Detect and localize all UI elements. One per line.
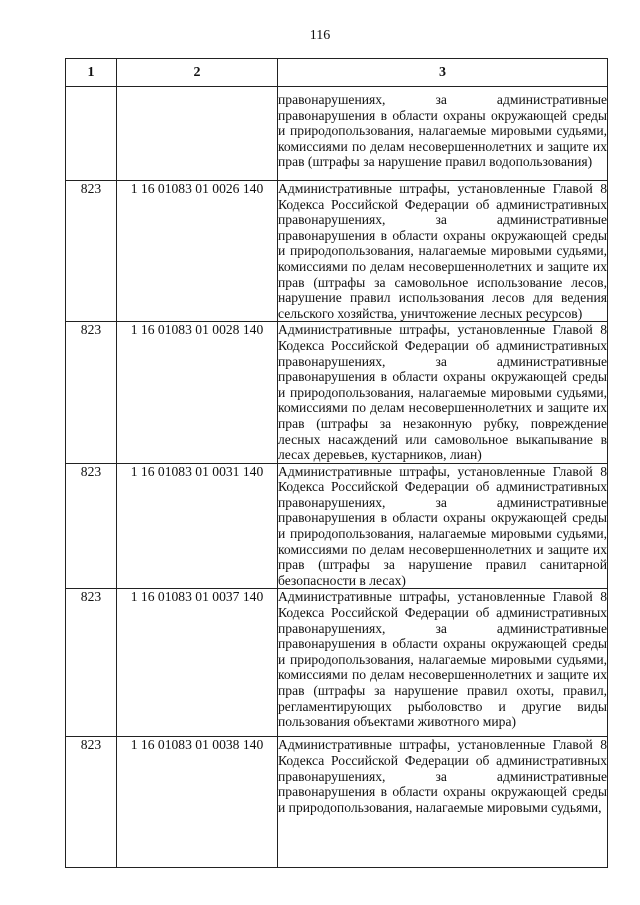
row-number-cell: 823 bbox=[66, 322, 117, 463]
row-number-cell: 823 bbox=[66, 463, 117, 589]
budget-code-cell bbox=[117, 87, 278, 181]
column-header-3: 3 bbox=[278, 59, 608, 87]
budget-code-cell: 1 16 01083 01 0037 140 bbox=[117, 589, 278, 737]
description-cell: Административные штрафы, установленные Главой 8 Кодекса Российской Федерации об административных правонарушениях, за административные правонарушения в области охраны окружающей среды и природопользования, налагаемые мировыми судьями, комиссиями по делам несовершеннолетних и защите их прав (штрафы за самовольное использование лесов, нарушение правил использования лесов для ведения сельского хозяйства, уничтожение лесных ресурсов) bbox=[278, 181, 607, 321]
budget-code-cell: 1 16 01083 01 0031 140 bbox=[117, 463, 278, 589]
table-row bbox=[66, 589, 608, 737]
budget-codes-table bbox=[65, 58, 608, 868]
table-row bbox=[66, 181, 608, 322]
description-cell: Административные штрафы, установленные Главой 8 Кодекса Российской Федерации об административных правонарушениях, за административные правонарушения в области охраны окружающей среды и природопользования, налагаемые мировыми судьями, bbox=[278, 737, 608, 868]
table-row bbox=[66, 87, 608, 181]
row-number-cell bbox=[66, 87, 117, 181]
table-row bbox=[66, 737, 608, 868]
table-header-row bbox=[66, 59, 608, 87]
budget-code-cell: 1 16 01083 01 0028 140 bbox=[117, 322, 278, 463]
row-number-cell: 823 bbox=[66, 589, 117, 737]
description-cell: правонарушениях, за административные правонарушения в области охраны окружающей среды и природопользования, налагаемые мировыми судьями, комиссиями по делам несовершеннолетних и защите их прав (штрафы за нарушение правил водопользования) bbox=[278, 87, 608, 181]
description-cell: Административные штрафы, установленные Главой 8 Кодекса Российской Федерации об административных правонарушениях, за административные правонарушения в области охраны окружающей среды и природопользования, налагаемые мировыми судьями, комиссиями по делам несовершеннолетних и защите их прав (штрафы за незаконную рубку, повреждение лесных насаждений или самовольное выкапывание в лесах деревьев, кустарников, лиан) bbox=[278, 322, 607, 463]
description-cell: Административные штрафы, установленные Главой 8 Кодекса Российской Федерации об административных правонарушениях, за административные правонарушения в области охраны окружающей среды и природопользования, налагаемые мировыми судьями, комиссиями по делам несовершеннолетних и защите их прав (штрафы за нарушение правил охоты, правил, регламентирующих рыболовство и другие виды пользования объектами животного мира) bbox=[278, 589, 608, 737]
row-number-cell: 823 bbox=[66, 737, 117, 868]
budget-code-cell: 1 16 01083 01 0038 140 bbox=[117, 737, 278, 868]
table-row bbox=[66, 322, 608, 463]
budget-code-cell: 1 16 01083 01 0026 140 bbox=[117, 181, 278, 322]
column-header-1: 1 bbox=[66, 59, 117, 87]
table-row bbox=[66, 463, 608, 589]
description-cell: Административные штрафы, установленные Главой 8 Кодекса Российской Федерации об административных правонарушениях, за административные правонарушения в области охраны окружающей среды и природопользования, налагаемые мировыми судьями, комиссиями по делам несовершеннолетних и защите их прав (штрафы за нарушение правил санитарной безопасности в лесах) bbox=[278, 463, 607, 588]
page-number: 116 bbox=[309, 28, 331, 43]
row-number-cell: 823 bbox=[66, 181, 117, 322]
column-header-2: 2 bbox=[117, 59, 278, 87]
